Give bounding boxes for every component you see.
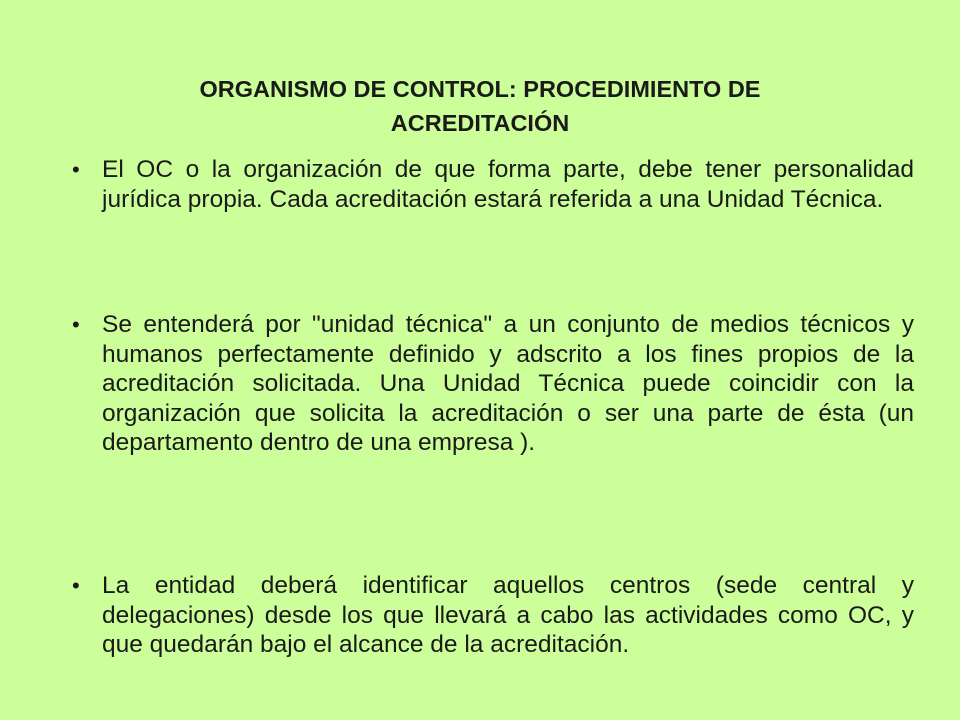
slide-title [130,72,830,140]
bullet-item: • La entidad deberá identificar aquellos centros (sede central y delegaciones) desde los que llevará a cabo las actividades como OC, y que quedarán bajo el alcance de la acreditación. [102,571,914,660]
slide-title-line-2: ACREDITACIÓN [390,109,570,136]
bullet-item: • Se entenderá por "unidad técnica" a un conjunto de medios técnicos y humanos perfectamente definido y adscrito a los fines propios de la acreditación solicitada. Una Unidad Técnica puede coincidir con la organización que solicita la acreditación o ser una parte de ésta (un departamento dentro de una empresa ). [102,310,914,458]
bullet-item: • El OC o la organización de que forma parte, debe tener personalidad jurídica propia. Cada acreditación estará referida a una Unidad Técnica. [102,155,914,214]
slide-title-line-1: ORGANISMO DE CONTROL: PROCEDIMIENTO DE [199,75,761,102]
